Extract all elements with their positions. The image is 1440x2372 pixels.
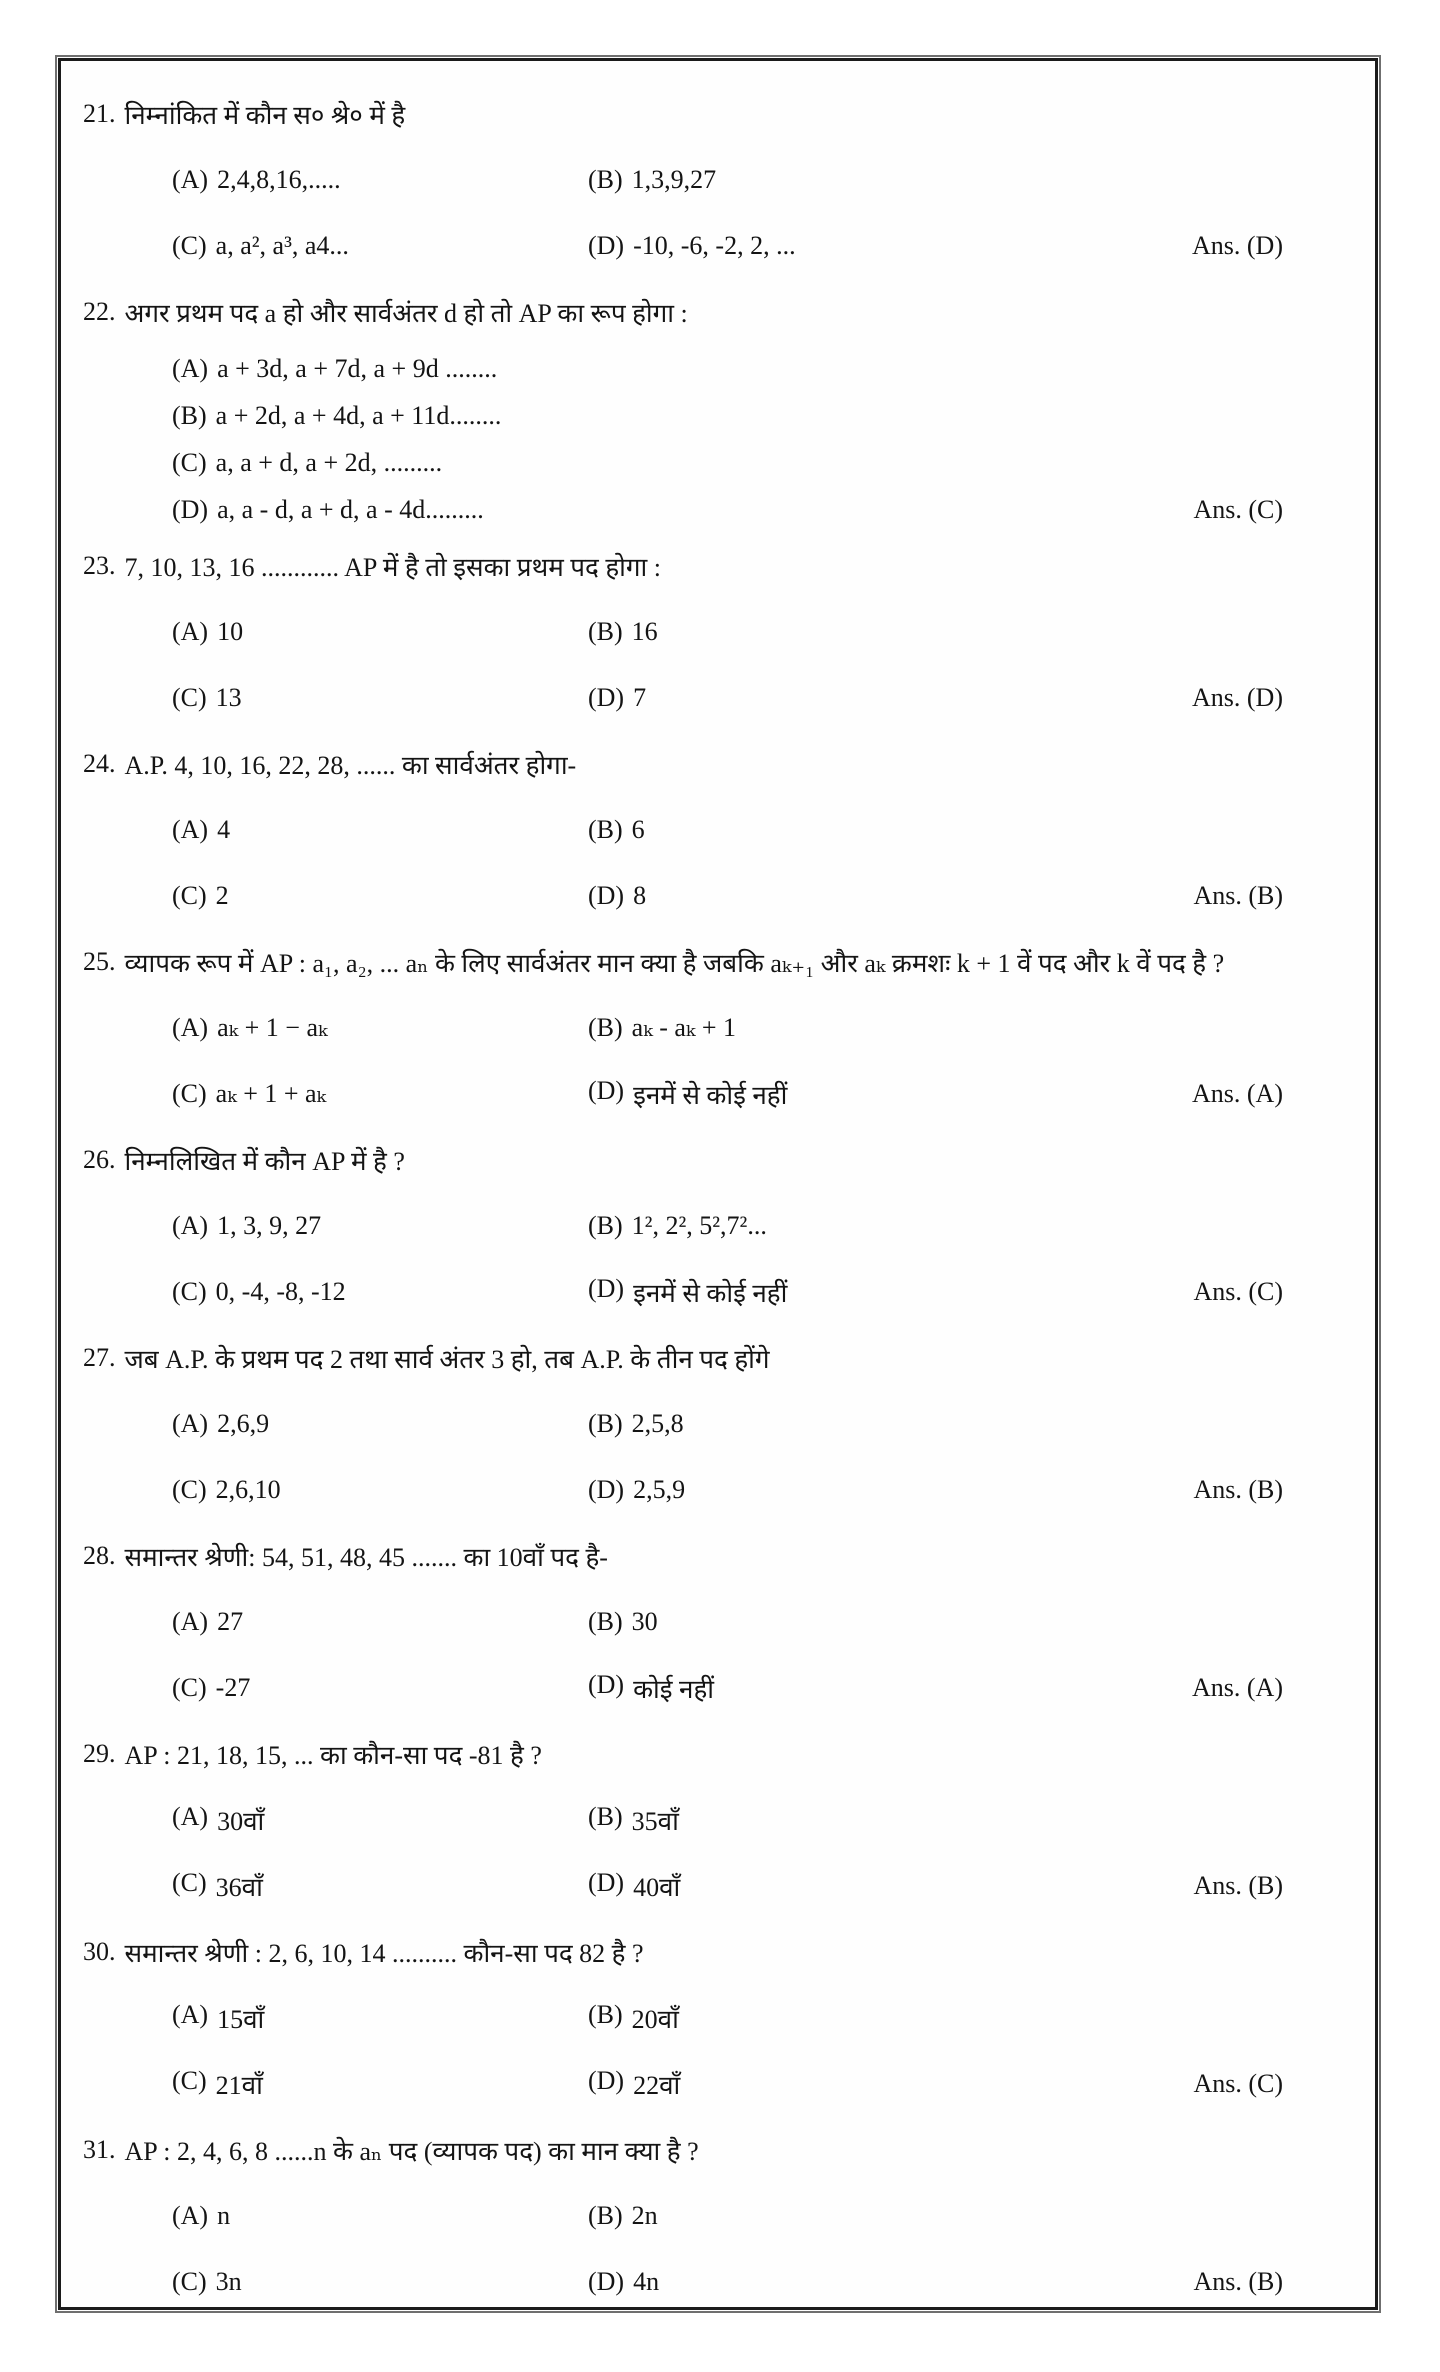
option xyxy=(172,683,242,713)
option-text: 13 xyxy=(215,683,242,712)
option-label: (B) xyxy=(588,617,623,646)
option-label: (C) xyxy=(172,1079,207,1108)
option-text: 0, -4, -8, -12 xyxy=(215,1277,346,1306)
question-text: AP : 21, 18, 15, ... का कौन-सा पद -81 है ? xyxy=(124,1741,542,1770)
option xyxy=(172,1277,346,1307)
option xyxy=(588,165,716,195)
option-text: 2,5,9 xyxy=(633,1475,686,1504)
option-text: 15वाँ xyxy=(217,2005,265,2034)
option-text: 1², 2², 5²,7²... xyxy=(631,1211,767,1240)
option-text: 27 xyxy=(217,1607,244,1636)
option-label: (B) xyxy=(588,1607,623,1636)
option xyxy=(588,881,646,911)
question-block xyxy=(61,929,1375,1127)
option-label: (A) xyxy=(172,1409,209,1438)
option-label: (C) xyxy=(172,1673,207,1702)
options-row xyxy=(61,2051,1375,2117)
option xyxy=(172,2267,242,2297)
option-label: (C) xyxy=(172,231,207,260)
options-row xyxy=(61,1655,1375,1721)
answer-label: Ans. (D) xyxy=(1192,683,1283,712)
option-label: (C) xyxy=(172,2267,207,2296)
question-block xyxy=(61,1523,1375,1721)
question-number: 31. xyxy=(83,2135,116,2164)
options-row xyxy=(61,392,1375,439)
question-line xyxy=(61,1721,1375,1787)
question-number: 25. xyxy=(83,947,116,976)
option-label: (A) xyxy=(172,353,209,383)
option-text: इनमें से कोई नहीं xyxy=(633,1279,788,1308)
option-text: 20वाँ xyxy=(631,2005,679,2034)
option-text: 30वाँ xyxy=(217,1807,265,1836)
question-block xyxy=(61,1919,1375,2117)
option-label: (D) xyxy=(588,1868,625,1897)
option xyxy=(588,683,646,713)
option xyxy=(588,1274,787,1310)
option xyxy=(588,2000,679,2036)
option-label: (A) xyxy=(172,165,209,194)
option xyxy=(172,1868,263,1904)
question-text: समान्तर श्रेणी : 2, 6, 10, 14 .......... कौन-सा पद 82 है ? xyxy=(124,1939,644,1968)
option xyxy=(588,1868,680,1904)
option-text: aₖ + 1 − aₖ xyxy=(217,1013,328,1042)
answer-label: Ans. (B) xyxy=(1193,881,1283,910)
option-label: (D) xyxy=(588,881,625,910)
option-label: (B) xyxy=(588,1211,623,1240)
option xyxy=(588,1475,685,1505)
option-text: 16 xyxy=(631,617,658,646)
option-label: (A) xyxy=(172,2000,209,2029)
option-label: (A) xyxy=(172,815,209,844)
option-label: (B) xyxy=(588,1013,623,1042)
option xyxy=(172,617,243,647)
question-text: AP : 2, 4, 6, 8 ......n के aₙ पद (व्यापक पद) का मान क्या है ? xyxy=(124,2137,699,2166)
option xyxy=(172,495,484,525)
options-row xyxy=(61,863,1375,929)
answer-label: Ans. (C) xyxy=(1193,2069,1283,2098)
option-text: 21वाँ xyxy=(215,2071,263,2100)
options-row xyxy=(61,1589,1375,1655)
question-number: 28. xyxy=(83,1541,116,1570)
option xyxy=(172,1802,264,1838)
option-text: इनमें से कोई नहीं xyxy=(633,1081,788,1110)
question-line xyxy=(61,533,1375,599)
option-text: n xyxy=(217,2201,231,2230)
answer-label: Ans. (B) xyxy=(1193,1871,1283,1900)
option-label: (A) xyxy=(172,1607,209,1636)
option-text: aₖ + 1 + aₖ xyxy=(215,1079,327,1108)
question-text: व्यापक रूप में AP : a₁, a₂, ... aₙ के लिए सार्वअंतर मान क्या है जबकि aₖ₊₁ और aₖ क्रमशः k + 1 वें पद और k वें पद है ? xyxy=(124,949,1225,978)
option-text: aₖ - aₖ + 1 xyxy=(631,1013,737,1042)
option-text: 2,5,8 xyxy=(631,1409,684,1438)
option-text: -10, -6, -2, 2, ... xyxy=(633,231,796,260)
options-row xyxy=(61,1391,1375,1457)
option-text: 40वाँ xyxy=(633,1873,681,1902)
option xyxy=(172,401,501,431)
options-row xyxy=(61,345,1375,392)
option-text: 4 xyxy=(217,815,231,844)
option-label: (D) xyxy=(588,231,625,260)
option xyxy=(172,354,497,384)
option xyxy=(172,1211,321,1241)
option-text: 2,6,10 xyxy=(215,1475,281,1504)
options-row xyxy=(61,995,1375,1061)
option xyxy=(588,1409,684,1439)
question-text: निम्नांकित में कौन स० श्रे० में है xyxy=(124,101,406,130)
option-label: (D) xyxy=(172,494,209,524)
option-text: 2n xyxy=(631,2201,658,2230)
question-line xyxy=(61,279,1375,345)
option-label: (B) xyxy=(588,165,623,194)
option-label: (B) xyxy=(588,1409,623,1438)
option-text: a, a - d, a + d, a - 4d......... xyxy=(217,494,484,524)
question-line xyxy=(61,2117,1375,2183)
options-row xyxy=(61,665,1375,731)
option xyxy=(172,165,341,195)
option xyxy=(588,1607,658,1637)
answer-label: Ans. (C) xyxy=(1193,494,1283,524)
question-text: 7, 10, 13, 16 ............ AP में है तो इसका प्रथम पद होगा : xyxy=(124,553,661,582)
answer-label: Ans. (C) xyxy=(1193,1277,1283,1306)
option-label: (C) xyxy=(172,881,207,910)
option-text: 1,3,9,27 xyxy=(631,165,717,194)
option-label: (B) xyxy=(588,2201,623,2230)
options-row xyxy=(61,1061,1375,1127)
option xyxy=(588,617,658,647)
option-text: a, a + d, a + 2d, ......... xyxy=(215,447,443,477)
option-label: (A) xyxy=(172,2201,209,2230)
option-text: a + 3d, a + 7d, a + 9d ........ xyxy=(217,353,498,383)
option xyxy=(172,1013,327,1043)
option-text: a + 2d, a + 4d, a + 11d........ xyxy=(215,400,502,430)
question-list xyxy=(61,61,1375,2310)
question-line xyxy=(61,81,1375,147)
question-text: निम्नलिखित में कौन AP में है ? xyxy=(124,1147,405,1176)
option xyxy=(588,1802,679,1838)
question-line xyxy=(61,929,1375,995)
question-number: 23. xyxy=(83,551,116,580)
answer-label: Ans. (A) xyxy=(1192,1673,1283,1702)
option-label: (A) xyxy=(172,1802,209,1831)
option-text: 6 xyxy=(631,815,645,844)
options-row xyxy=(61,439,1375,486)
option xyxy=(588,2066,680,2102)
option-label: (D) xyxy=(588,1475,625,1504)
option-text: 2,4,8,16,..... xyxy=(217,165,341,194)
question-line xyxy=(61,1127,1375,1193)
question-text: समान्तर श्रेणी: 54, 51, 48, 45 ....... का 10वाँ पद है- xyxy=(124,1543,608,1572)
question-number: 22. xyxy=(83,297,116,326)
option-text: 2 xyxy=(215,881,229,910)
question-number: 29. xyxy=(83,1739,116,1768)
option-text: 4n xyxy=(633,2267,660,2296)
question-block xyxy=(61,1721,1375,1919)
option-text: 35वाँ xyxy=(631,1807,679,1836)
question-number: 21. xyxy=(83,99,116,128)
options-row xyxy=(61,797,1375,863)
option xyxy=(172,1475,281,1505)
option-label: (D) xyxy=(588,1670,625,1699)
options-row xyxy=(61,147,1375,213)
question-text: A.P. 4, 10, 16, 22, 28, ...... का सार्वअंतर होगा- xyxy=(124,751,577,780)
option xyxy=(588,1076,787,1112)
option xyxy=(172,2201,230,2231)
option-label: (B) xyxy=(588,2000,623,2029)
option-text: 30 xyxy=(631,1607,658,1636)
options-row xyxy=(61,1457,1375,1523)
options-row xyxy=(61,1193,1375,1259)
option-label: (D) xyxy=(588,2267,625,2296)
option-label: (C) xyxy=(172,1475,207,1504)
option-text: 22वाँ xyxy=(633,2071,681,2100)
option xyxy=(172,231,349,261)
answer-label: Ans. (B) xyxy=(1193,2267,1283,2296)
question-line xyxy=(61,1919,1375,1985)
question-block xyxy=(61,279,1375,533)
question-block xyxy=(61,2117,1375,2310)
question-line xyxy=(61,1523,1375,1589)
question-block xyxy=(61,533,1375,731)
option xyxy=(172,2000,264,2036)
option-label: (A) xyxy=(172,617,209,646)
option xyxy=(588,1013,736,1043)
option-text: 1, 3, 9, 27 xyxy=(217,1211,322,1240)
option xyxy=(588,2201,658,2231)
option-label: (D) xyxy=(588,1274,625,1303)
option-text: 8 xyxy=(633,881,647,910)
option xyxy=(588,1670,714,1706)
option xyxy=(172,448,442,478)
question-number: 30. xyxy=(83,1937,116,1966)
option-label: (C) xyxy=(172,447,207,477)
option xyxy=(172,1607,243,1637)
option-text: -27 xyxy=(215,1673,251,1702)
option-label: (C) xyxy=(172,1868,207,1897)
option-label: (D) xyxy=(588,683,625,712)
option-label: (A) xyxy=(172,1211,209,1240)
question-block xyxy=(61,81,1375,279)
option-text: a, a², a³, a4... xyxy=(215,231,349,260)
question-block xyxy=(61,731,1375,929)
options-row xyxy=(61,1985,1375,2051)
option-text: 2,6,9 xyxy=(217,1409,270,1438)
options-row xyxy=(61,486,1375,533)
option xyxy=(588,1211,767,1241)
option-label: (B) xyxy=(172,400,207,430)
option-label: (B) xyxy=(588,815,623,844)
option-text: 36वाँ xyxy=(215,1873,263,1902)
option xyxy=(172,815,230,845)
option-label: (C) xyxy=(172,2066,207,2095)
options-row xyxy=(61,2249,1375,2310)
question-line xyxy=(61,1325,1375,1391)
option-text: कोई नहीं xyxy=(633,1675,715,1704)
question-block xyxy=(61,1127,1375,1325)
question-number: 27. xyxy=(83,1343,116,1372)
option-text: 3n xyxy=(215,2267,242,2296)
option xyxy=(172,2066,263,2102)
option-label: (C) xyxy=(172,683,207,712)
option-label: (A) xyxy=(172,1013,209,1042)
answer-label: Ans. (D) xyxy=(1192,231,1283,260)
options-row xyxy=(61,1853,1375,1919)
option-text: 7 xyxy=(633,683,647,712)
option xyxy=(588,2267,659,2297)
option-text: 10 xyxy=(217,617,244,646)
question-text: जब A.P. के प्रथम पद 2 तथा सार्व अंतर 3 हो, तब A.P. के तीन पद होंगे xyxy=(124,1345,770,1374)
question-block xyxy=(61,1325,1375,1523)
option xyxy=(588,815,645,845)
option xyxy=(172,1673,250,1703)
options-row xyxy=(61,599,1375,665)
question-number: 26. xyxy=(83,1145,116,1174)
options-row xyxy=(61,1259,1375,1325)
options-row xyxy=(61,1787,1375,1853)
option xyxy=(172,1409,269,1439)
question-text: अगर प्रथम पद a हो और सार्वअंतर d हो तो AP का रूप होगा : xyxy=(124,299,688,328)
answer-label: Ans. (A) xyxy=(1192,1079,1283,1108)
question-number: 24. xyxy=(83,749,116,778)
options-row xyxy=(61,213,1375,279)
answer-label: Ans. (B) xyxy=(1193,1475,1283,1504)
question-line xyxy=(61,731,1375,797)
option-label: (D) xyxy=(588,1076,625,1105)
option-label: (B) xyxy=(588,1802,623,1831)
option-label: (C) xyxy=(172,1277,207,1306)
option xyxy=(172,1079,326,1109)
option-label: (D) xyxy=(588,2066,625,2095)
option xyxy=(588,231,796,261)
option xyxy=(172,881,229,911)
options-row xyxy=(61,2183,1375,2249)
page-frame-inner xyxy=(58,58,1378,2310)
page-frame xyxy=(55,55,1381,2313)
